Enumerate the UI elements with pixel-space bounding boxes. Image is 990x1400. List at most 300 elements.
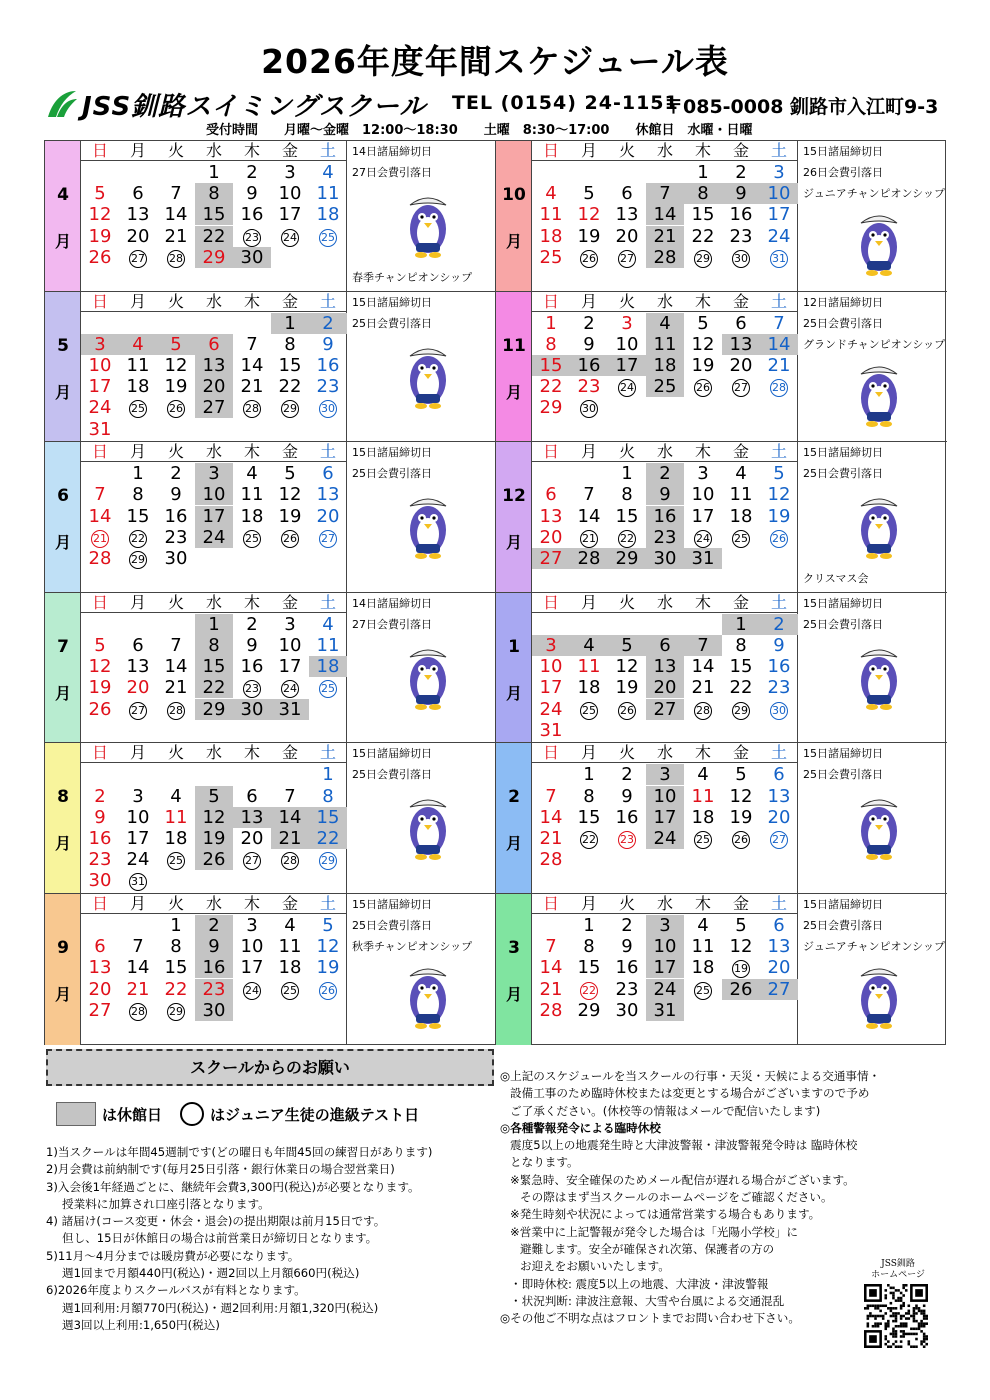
test-day-circle: 29 xyxy=(129,551,147,569)
day-cell: 10 xyxy=(539,656,563,678)
day-cell: 18 xyxy=(691,806,715,828)
day-cell: 26 xyxy=(88,246,112,268)
day-cell: 13 xyxy=(126,204,150,226)
day-cell: 25 xyxy=(646,376,684,397)
day-cell: 6 xyxy=(94,936,106,958)
day-cell: 13 xyxy=(88,957,112,979)
penguin-illustration-icon xyxy=(388,641,468,711)
month-number: 3 xyxy=(508,937,520,958)
day-cell xyxy=(570,397,608,418)
month-block-10 xyxy=(496,141,947,292)
weekday-4: 木 xyxy=(243,592,260,612)
day-cell: 2 xyxy=(621,764,633,786)
day-cell: 2 xyxy=(195,915,233,936)
day-cell: 13 xyxy=(615,204,639,226)
day-cell: 24 xyxy=(646,828,684,849)
day-cell xyxy=(684,247,722,268)
day-cell: 4 xyxy=(119,334,157,355)
day-cell xyxy=(271,677,309,698)
day-cell: 4 xyxy=(697,914,709,936)
day-cell: 16 xyxy=(615,806,639,828)
day-cell: 12 xyxy=(164,354,188,376)
rule-line: 2)月会費は前納制です(毎月25日引落・銀行休業日の場合翌営業日) xyxy=(46,1162,395,1177)
test-day-circle: 27 xyxy=(770,831,788,849)
day-cell: 2 xyxy=(583,312,595,334)
day-cell xyxy=(233,397,271,418)
weekday-3: 水 xyxy=(205,291,222,311)
note-event: クリスマス会 xyxy=(803,572,869,586)
month-kanji: 月 xyxy=(54,232,71,251)
day-cell xyxy=(119,548,157,569)
weekday-3: 水 xyxy=(656,743,673,763)
test-day-circle: 23 xyxy=(243,680,261,698)
day-cell xyxy=(157,849,195,870)
day-cell: 5 xyxy=(608,635,646,656)
weekday-5: 金 xyxy=(281,141,298,160)
weekday-2: 火 xyxy=(618,141,635,160)
day-cell: 17 xyxy=(767,204,791,226)
day-cell: 13 xyxy=(233,807,271,828)
day-cell: 15 xyxy=(195,656,233,677)
day-cell: 9 xyxy=(583,333,595,355)
weekday-0: 日 xyxy=(542,592,559,612)
month-label xyxy=(496,141,532,291)
day-cell xyxy=(760,527,798,548)
day-cell xyxy=(119,870,157,891)
day-cell: 18 xyxy=(164,827,188,849)
day-cell xyxy=(684,828,722,849)
day-cell: 31 xyxy=(684,548,722,569)
day-cell: 16 xyxy=(646,506,684,527)
day-cell: 28 xyxy=(539,999,563,1021)
test-day-circle: 23 xyxy=(243,229,261,247)
day-cell: 2 xyxy=(646,463,684,484)
day-cell: 7 xyxy=(684,635,722,656)
legend-test-label: はジュニア生徒の進級テスト日 xyxy=(210,1105,420,1124)
weekday-1: 月 xyxy=(580,141,597,160)
weekday-header xyxy=(81,292,347,312)
test-day-circle: 30 xyxy=(580,400,598,418)
test-day-circle: 26 xyxy=(580,250,598,268)
day-cell: 9 xyxy=(246,634,258,656)
day-cell xyxy=(760,247,798,268)
day-cell: 16 xyxy=(195,957,233,978)
rule-line: 6)2026年度よりスクールバスが有料となります。 xyxy=(46,1283,306,1298)
weekday-3: 水 xyxy=(656,442,673,462)
test-day-circle: 24 xyxy=(243,982,261,1000)
day-cell: 17 xyxy=(646,807,684,828)
day-cell: 5 xyxy=(195,786,233,807)
day-cell: 4 xyxy=(246,463,258,485)
month-block-2 xyxy=(496,743,947,894)
note-line: 26日会費引落日 xyxy=(803,166,883,179)
day-cell: 1 xyxy=(583,914,595,936)
day-cell: 30 xyxy=(615,999,639,1021)
rule-line: 週1回利用:月額770円(税込)・週2回利用:月額1,320円(税込) xyxy=(62,1300,379,1315)
day-cell: 18 xyxy=(278,957,302,979)
weekday-header xyxy=(81,743,347,763)
day-cell: 7 xyxy=(646,183,684,204)
weekday-1: 月 xyxy=(129,893,146,913)
test-day-circle: 28 xyxy=(167,250,185,268)
weekday-0: 日 xyxy=(91,442,108,462)
rule-line: 3)入会後1年経過ごとに、継続年会費3,300円(税込)が必要となります。 xyxy=(46,1179,420,1194)
day-cell: 20 xyxy=(195,376,233,397)
day-cell: 27 xyxy=(760,979,798,1000)
day-cell xyxy=(760,376,798,397)
day-cell: 22 xyxy=(691,225,715,247)
month-notes xyxy=(799,894,945,1045)
day-cell: 18 xyxy=(316,204,340,226)
day-cell: 21 xyxy=(539,827,563,849)
weekday-2: 火 xyxy=(618,291,635,311)
day-cell xyxy=(309,677,347,698)
month-number: 6 xyxy=(57,486,69,507)
day-cell: 5 xyxy=(697,312,709,334)
weekday-3: 水 xyxy=(656,141,673,160)
weekday-5: 金 xyxy=(281,442,298,462)
qr-code-icon[interactable] xyxy=(864,1284,928,1348)
day-cell: 31 xyxy=(539,719,563,741)
test-day-circle: 27 xyxy=(129,702,147,720)
legend-closed-swatch xyxy=(56,1102,96,1126)
test-day-circle: 21 xyxy=(580,530,598,548)
note-line: 25日会費引落日 xyxy=(803,617,883,631)
day-cell: 6 xyxy=(621,183,633,205)
weekday-header xyxy=(81,593,347,613)
month-label xyxy=(496,442,532,592)
day-cell: 7 xyxy=(545,785,557,807)
day-cell: 3 xyxy=(621,312,633,334)
month-notes xyxy=(799,442,945,592)
day-cell: 7 xyxy=(170,183,182,205)
test-day-circle: 25 xyxy=(319,229,337,247)
day-cell: 4 xyxy=(322,162,334,183)
day-cell: 26 xyxy=(195,849,233,870)
month-notes xyxy=(799,593,945,743)
month-block-6 xyxy=(45,442,496,593)
day-cell: 10 xyxy=(760,183,798,204)
day-cell xyxy=(81,527,119,548)
day-cell: 2 xyxy=(621,914,633,936)
day-cell: 28 xyxy=(88,547,112,569)
test-day-circle: 29 xyxy=(694,250,712,268)
month-label xyxy=(45,593,81,743)
day-cell: 18 xyxy=(240,505,264,527)
penguin-illustration-icon xyxy=(388,490,468,560)
day-cell xyxy=(271,527,309,548)
test-day-circle: 28 xyxy=(770,379,788,397)
weekday-1: 月 xyxy=(129,592,146,612)
test-day-circle: 28 xyxy=(243,400,261,418)
day-cell xyxy=(119,699,157,720)
rule-line: 授業料に加算され口座引落となります。 xyxy=(62,1196,270,1211)
day-cell xyxy=(119,1000,157,1021)
test-day-circle: 21 xyxy=(91,530,109,548)
day-cell xyxy=(157,397,195,418)
day-grid xyxy=(81,292,347,442)
note-line: 25日会費引落日 xyxy=(803,467,883,481)
day-grid xyxy=(81,141,347,291)
day-cell xyxy=(684,527,722,548)
month-block-3 xyxy=(496,894,947,1045)
day-cell xyxy=(309,979,347,1000)
day-cell: 11 xyxy=(126,354,150,376)
day-cell: 26 xyxy=(722,979,760,1000)
note-line: 14日諸届締切日 xyxy=(352,596,432,610)
day-cell: 8 xyxy=(621,484,633,506)
day-cell: 12 xyxy=(577,204,601,226)
test-day-circle: 25 xyxy=(694,982,712,1000)
day-cell xyxy=(570,699,608,720)
rule-line: 5)11月～4月分までは暖房費が必要になります。 xyxy=(46,1248,300,1263)
day-cell: 16 xyxy=(767,656,791,678)
month-kanji: 月 xyxy=(505,533,522,553)
day-cell: 23 xyxy=(767,677,791,699)
day-grid xyxy=(532,894,798,1045)
month-kanji: 月 xyxy=(54,834,71,854)
day-cell: 8 xyxy=(170,936,182,958)
day-cell: 18 xyxy=(729,505,753,527)
day-cell: 19 xyxy=(615,677,639,699)
day-cell: 5 xyxy=(583,183,595,205)
day-cell: 17 xyxy=(539,677,563,699)
note-line: 25日会費引落日 xyxy=(352,918,432,932)
weekday-1: 月 xyxy=(580,592,597,612)
day-cell: 27 xyxy=(646,699,684,720)
day-cell xyxy=(309,527,347,548)
day-cell: 7 xyxy=(246,333,258,355)
day-cell: 5 xyxy=(322,914,334,936)
month-kanji: 月 xyxy=(54,984,71,1004)
day-cell: 16 xyxy=(164,505,188,527)
day-cell: 20 xyxy=(126,677,150,699)
day-cell xyxy=(271,226,309,247)
weekday-1: 月 xyxy=(580,291,597,311)
weekday-0: 日 xyxy=(542,743,559,763)
weekday-5: 金 xyxy=(732,141,749,160)
day-cell xyxy=(570,828,608,849)
weekday-6: 土 xyxy=(770,893,787,913)
day-cell: 23 xyxy=(615,978,639,1000)
day-cell: 9 xyxy=(646,484,684,505)
weekday-1: 月 xyxy=(129,442,146,462)
day-grid xyxy=(532,141,798,291)
test-day-circle: 30 xyxy=(319,400,337,418)
test-day-circle: 22 xyxy=(618,530,636,548)
rule-line: 4) 諸届け(コース変更・休会・退会)の提出期限は前月15日です。 xyxy=(46,1214,386,1229)
test-day-circle: 24 xyxy=(618,379,636,397)
weekday-4: 木 xyxy=(243,442,260,462)
month-number: 10 xyxy=(502,185,526,205)
weekday-header xyxy=(81,442,347,462)
day-cell: 14 xyxy=(539,957,563,979)
weekday-3: 水 xyxy=(205,141,222,160)
day-cell: 19 xyxy=(88,677,112,699)
day-cell: 3 xyxy=(646,915,684,936)
note-line: 15日諸届締切日 xyxy=(803,145,883,158)
note-line: 15日諸届締切日 xyxy=(352,897,432,911)
test-day-circle: 28 xyxy=(694,702,712,720)
day-cell: 7 xyxy=(773,312,785,334)
day-cell: 15 xyxy=(126,505,150,527)
day-cell xyxy=(271,979,309,1000)
day-cell: 14 xyxy=(691,656,715,678)
day-cell: 10 xyxy=(278,634,302,656)
day-cell: 23 xyxy=(164,526,188,548)
day-cell: 12 xyxy=(615,656,639,678)
day-cell: 28 xyxy=(539,849,563,871)
day-cell: 12 xyxy=(88,204,112,226)
day-cell: 15 xyxy=(729,656,753,678)
day-cell: 17 xyxy=(88,376,112,398)
day-cell: 9 xyxy=(722,183,760,204)
day-cell: 9 xyxy=(773,634,785,656)
wave-logo-icon xyxy=(44,87,78,121)
day-cell: 21 xyxy=(164,225,188,247)
weekday-3: 水 xyxy=(656,291,673,311)
day-cell: 8 xyxy=(735,634,747,656)
day-cell: 3 xyxy=(195,463,233,484)
day-cell: 22 xyxy=(278,376,302,398)
day-cell xyxy=(608,527,646,548)
day-cell: 12 xyxy=(316,936,340,958)
day-cell: 9 xyxy=(94,806,106,828)
day-cell: 7 xyxy=(132,936,144,958)
month-block-1 xyxy=(496,593,947,744)
reception-hours: 受付時間 月曜～金曜 12:00～18:30 土曜 8:30～17:00 休館日 水曜・日曜 xyxy=(206,123,753,138)
note-line: 27日会費引落日 xyxy=(352,617,432,631)
weekday-5: 金 xyxy=(281,291,298,311)
day-cell: 14 xyxy=(577,505,601,527)
note-line: 15日諸届締切日 xyxy=(803,596,883,610)
test-day-circle: 26 xyxy=(694,379,712,397)
day-cell: 12 xyxy=(88,656,112,678)
day-cell: 20 xyxy=(767,957,791,979)
day-cell: 30 xyxy=(164,547,188,569)
test-day-circle: 27 xyxy=(243,852,261,870)
day-cell xyxy=(722,828,760,849)
test-day-circle: 23 xyxy=(618,831,636,849)
day-cell: 6 xyxy=(646,635,684,656)
weekday-header xyxy=(532,442,798,462)
month-kanji: 月 xyxy=(54,382,71,402)
day-cell xyxy=(570,527,608,548)
day-cell: 1 xyxy=(208,162,220,183)
day-cell: 1 xyxy=(170,914,182,936)
weekday-1: 月 xyxy=(129,743,146,763)
day-cell: 6 xyxy=(195,334,233,355)
test-day-circle: 27 xyxy=(732,379,750,397)
note-event: 春季チャンピオンシップ xyxy=(352,271,473,284)
note-line: グランドチャンピオンシップ xyxy=(803,337,946,351)
weekday-6: 土 xyxy=(770,592,787,612)
day-cell xyxy=(722,527,760,548)
day-cell: 14 xyxy=(271,807,309,828)
day-grid xyxy=(81,442,347,592)
day-cell: 2 xyxy=(735,162,747,183)
weekday-3: 水 xyxy=(656,893,673,913)
day-cell: 10 xyxy=(615,333,639,355)
day-cell xyxy=(722,699,760,720)
day-cell: 24 xyxy=(195,527,233,548)
day-cell: 2 xyxy=(246,613,258,635)
weekday-0: 日 xyxy=(91,592,108,612)
test-day-circle: 25 xyxy=(319,680,337,698)
day-cell: 3 xyxy=(773,162,785,183)
day-cell: 17 xyxy=(646,957,684,978)
day-cell xyxy=(760,828,798,849)
school-logo xyxy=(44,84,426,124)
notice-line: ◎その他ご不明な点はフロントまでお問い合わせ下さい。 xyxy=(500,1311,800,1326)
day-cell: 4 xyxy=(697,764,709,786)
test-day-circle: 27 xyxy=(129,250,147,268)
test-day-circle: 26 xyxy=(281,530,299,548)
day-grid xyxy=(81,593,347,743)
day-cell xyxy=(157,247,195,268)
notice-line: となります。 xyxy=(510,1155,579,1170)
note-line: 25日会費引落日 xyxy=(803,316,883,330)
day-cell: 1 xyxy=(697,162,709,183)
rule-line: 週1回まで月額440円(税込)・週2回以上月額660円(税込) xyxy=(62,1266,360,1281)
day-cell xyxy=(119,247,157,268)
day-cell: 5 xyxy=(94,634,106,656)
month-number: 8 xyxy=(57,787,69,808)
day-cell: 9 xyxy=(322,333,334,355)
day-cell: 31 xyxy=(646,1000,684,1021)
day-cell: 15 xyxy=(309,807,347,828)
day-cell: 17 xyxy=(608,355,646,376)
month-notes xyxy=(799,292,945,442)
day-cell: 11 xyxy=(240,484,264,506)
test-day-circle: 26 xyxy=(770,530,788,548)
day-cell: 11 xyxy=(577,656,601,678)
penguin-illustration-icon xyxy=(388,340,468,410)
day-cell: 29 xyxy=(195,247,233,268)
day-cell: 26 xyxy=(88,698,112,720)
day-cell: 10 xyxy=(646,786,684,807)
month-notes xyxy=(799,141,945,291)
day-cell: 28 xyxy=(570,548,608,569)
weekday-4: 木 xyxy=(694,592,711,612)
day-cell: 10 xyxy=(195,484,233,505)
day-cell xyxy=(119,397,157,418)
day-cell xyxy=(233,226,271,247)
month-number: 12 xyxy=(502,486,526,507)
day-cell: 23 xyxy=(88,849,112,871)
day-cell: 19 xyxy=(577,225,601,247)
day-cell: 27 xyxy=(88,999,112,1021)
weekday-5: 金 xyxy=(732,442,749,462)
day-cell: 14 xyxy=(760,334,798,355)
test-day-circle: 25 xyxy=(129,400,147,418)
day-cell: 6 xyxy=(773,764,785,786)
test-day-circle: 26 xyxy=(618,702,636,720)
weekday-header xyxy=(532,292,798,312)
day-cell: 16 xyxy=(240,204,264,226)
weekday-0: 日 xyxy=(91,291,108,311)
weekday-5: 金 xyxy=(732,743,749,763)
month-label xyxy=(45,442,81,592)
day-cell xyxy=(722,376,760,397)
day-cell: 4 xyxy=(545,183,557,205)
month-kanji: 月 xyxy=(54,533,71,553)
note-line: 25日会費引落日 xyxy=(803,918,883,932)
weekday-5: 金 xyxy=(732,893,749,913)
day-cell: 18 xyxy=(577,677,601,699)
phone-number: TEL (0154) 24-1151 xyxy=(452,92,679,114)
weekday-5: 金 xyxy=(732,592,749,612)
